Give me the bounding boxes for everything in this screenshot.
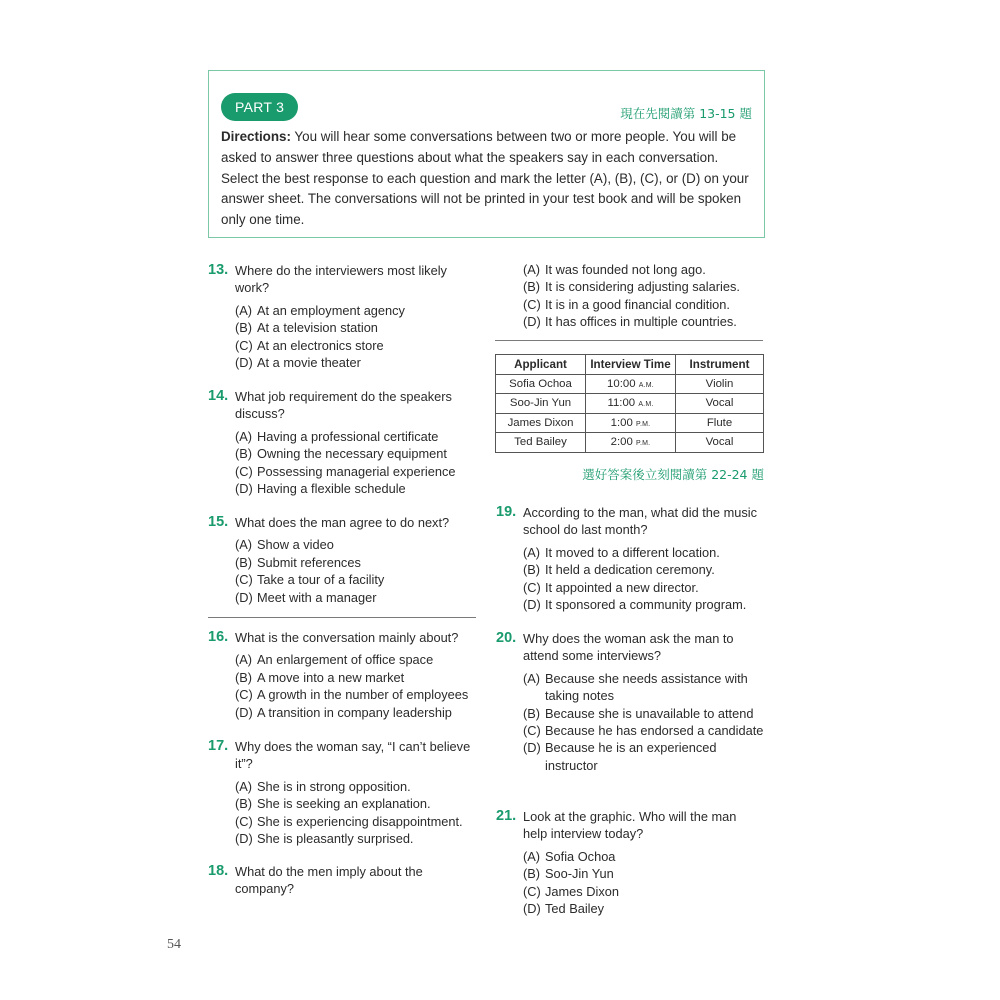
option-letter: (D) — [523, 314, 541, 330]
question-13 — [208, 262, 458, 371]
section-divider-left — [208, 617, 476, 618]
option-letter: (D) — [235, 589, 253, 605]
answer-option — [523, 579, 766, 596]
question-stem — [496, 504, 766, 539]
answer-option — [235, 795, 476, 812]
time-value: 1:00 — [610, 416, 633, 429]
instrument-cell: Violin — [676, 374, 764, 394]
answer-option — [523, 278, 766, 295]
question-stem — [208, 738, 476, 773]
option-letter: (B) — [523, 562, 541, 578]
answer-option — [523, 313, 766, 330]
option-text: She is seeking an explanation. — [257, 796, 431, 812]
answer-option — [523, 561, 766, 578]
applicant-cell: James Dixon — [496, 413, 586, 433]
answer-option — [523, 296, 766, 313]
question-stem — [208, 262, 458, 297]
option-letter: (A) — [235, 537, 253, 553]
answer-option — [235, 686, 483, 703]
option-letter: (C) — [235, 813, 253, 829]
option-letter: (C) — [235, 572, 253, 588]
option-letter: (D) — [523, 901, 541, 917]
option-letter: (A) — [523, 262, 541, 277]
question-number: 18. — [208, 863, 229, 879]
answer-option — [235, 319, 458, 336]
option-text: At an employment agency — [257, 302, 405, 318]
option-text: At a television station — [257, 320, 378, 336]
option-text: At an electronics store — [257, 337, 384, 353]
interview-time-cell — [586, 394, 676, 414]
time-period: P.M. — [636, 440, 651, 448]
table-row — [496, 433, 764, 453]
option-text: It has offices in multiple countries. — [545, 314, 737, 330]
directions-label: Directions: — [221, 129, 291, 144]
answer-option — [523, 261, 766, 278]
table-row — [496, 394, 764, 414]
option-letter: (A) — [523, 670, 541, 686]
option-text: Having a professional certificate — [257, 428, 439, 444]
option-text: A growth in the number of employees — [257, 687, 469, 703]
option-letter: (A) — [235, 428, 253, 444]
option-letter: (D) — [235, 481, 253, 497]
option-letter: (C) — [523, 883, 541, 899]
option-letter: (C) — [235, 337, 253, 353]
answer-option — [523, 705, 768, 722]
answer-option — [235, 354, 458, 371]
question-16 — [208, 629, 483, 721]
question-number: 13. — [208, 262, 229, 278]
option-list — [523, 544, 766, 614]
option-text: Soo-Jin Yun — [545, 866, 614, 882]
answer-option — [523, 722, 768, 739]
page-number: 54 — [167, 937, 181, 952]
question-stem — [496, 808, 751, 843]
time-period: A.M. — [638, 401, 654, 409]
question-stem — [208, 629, 483, 646]
table-row — [496, 413, 764, 433]
option-text: An enlargement of office space — [257, 652, 434, 668]
question-stem — [208, 514, 478, 531]
question-text: Why does the woman say, “I can’t believe it”? — [235, 739, 471, 772]
option-text: It is in a good financial condition. — [545, 296, 730, 312]
option-letter: (B) — [523, 705, 541, 721]
answer-option — [235, 651, 483, 668]
interview-schedule-table — [495, 354, 764, 453]
time-period: P.M. — [636, 420, 651, 428]
option-text: Because she needs assistance with taking notes — [545, 670, 748, 704]
option-letter: (A) — [523, 544, 541, 560]
instrument-cell: Vocal — [676, 394, 764, 414]
option-text: It moved to a different location. — [545, 544, 720, 560]
answer-option — [235, 337, 458, 354]
question-number: 14. — [208, 388, 229, 404]
question-number: 15. — [208, 514, 229, 530]
table-row — [496, 374, 764, 394]
question-15 — [208, 514, 478, 606]
answer-option — [235, 463, 478, 480]
option-list — [523, 848, 751, 918]
option-text: A move into a new market — [257, 669, 405, 685]
answer-option — [235, 480, 478, 497]
option-letter: (D) — [235, 704, 253, 720]
option-letter: (C) — [523, 579, 541, 595]
option-list — [235, 428, 478, 498]
option-letter: (B) — [235, 446, 253, 462]
question-text: According to the man, what did the music school do last month? — [523, 505, 758, 538]
option-text: James Dixon — [545, 883, 619, 899]
question-17 — [208, 738, 476, 847]
question-text: What is the conversation mainly about? — [235, 630, 459, 645]
time-value: 11:00 — [607, 397, 636, 410]
option-text: Take a tour of a facility — [257, 572, 385, 588]
time-period: A.M. — [638, 381, 654, 389]
option-list — [235, 651, 483, 721]
question-20 — [496, 630, 768, 774]
question-text: Why does the woman ask the man to attend some interviews? — [523, 631, 734, 664]
answer-option — [235, 571, 478, 588]
answer-option — [523, 865, 751, 882]
option-text: She is in strong opposition. — [257, 778, 411, 794]
answer-option — [235, 554, 478, 571]
table-header-row — [496, 355, 764, 375]
option-letter: (B) — [235, 554, 253, 570]
question-18 — [208, 863, 458, 898]
option-text: Sofia Ochoa — [545, 848, 616, 864]
question-number: 21. — [496, 808, 517, 824]
option-letter: (B) — [235, 669, 253, 685]
interview-time-cell — [586, 374, 676, 394]
option-letter: (C) — [235, 463, 253, 479]
question-text: What job requirement do the speakers discuss? — [235, 389, 452, 422]
part-label: PART 3 — [221, 93, 298, 121]
answer-option — [235, 445, 478, 462]
question-number: 19. — [496, 504, 517, 520]
directions-text — [221, 127, 754, 231]
option-list — [523, 670, 768, 774]
option-text: It appointed a new director. — [545, 579, 699, 595]
q18-option-list — [523, 261, 766, 331]
answer-option — [523, 544, 766, 561]
option-letter: (C) — [523, 723, 541, 739]
question-19 — [496, 504, 766, 613]
option-letter: (B) — [523, 866, 541, 882]
section-divider-right — [495, 340, 763, 341]
interview-time-cell — [586, 433, 676, 453]
question-number: 20. — [496, 630, 517, 646]
answer-option — [235, 589, 478, 606]
option-list — [235, 536, 478, 606]
answer-option — [523, 739, 768, 774]
directions-box — [208, 70, 765, 238]
question-text: Look at the graphic. Who will the man help interview today? — [523, 809, 737, 842]
directions-body: You will hear some conversations between two or more people. You will be asked to answer three questions about what the speakers say in each conversation. Select the best response to each question and mark the letter (A), (B), (C), or (D) on your answer sheet. The conversations will not be printed in your test book and will be spoken only one time. — [221, 129, 749, 228]
question-text: Where do the interviewers most likely work? — [235, 263, 447, 296]
option-text: Because he has endorsed a candidate — [545, 723, 764, 739]
answer-option — [235, 778, 476, 795]
option-letter: (D) — [523, 597, 541, 613]
answer-option — [235, 302, 458, 319]
header-instrument: Instrument — [676, 355, 764, 375]
question-stem — [496, 630, 768, 665]
answer-option — [523, 848, 751, 865]
option-text: A transition in company leadership — [257, 704, 452, 720]
option-text: Ted Bailey — [545, 901, 605, 917]
option-text: At a movie theater — [257, 355, 361, 371]
reading-instruction-note-2: 選好答案後立刻閱讀第 22-24 題 — [582, 467, 764, 482]
option-letter: (A) — [235, 778, 253, 794]
applicant-cell: Ted Bailey — [496, 433, 586, 453]
time-value: 10:00 — [607, 377, 636, 390]
question-21 — [496, 808, 751, 917]
option-letter: (A) — [523, 848, 541, 864]
question-number: 17. — [208, 738, 229, 754]
instrument-cell: Flute — [676, 413, 764, 433]
answer-option — [235, 830, 476, 847]
question-stem — [208, 388, 478, 423]
header-applicant: Applicant — [496, 355, 586, 375]
option-text: Because she is unavailable to attend — [545, 705, 754, 721]
option-letter: (B) — [523, 279, 541, 295]
option-letter: (B) — [235, 320, 253, 336]
question-text: What does the man agree to do next? — [235, 515, 450, 530]
question-18-options-continued — [496, 261, 766, 331]
option-text: Because he is an experienced instructor — [545, 740, 717, 773]
option-letter: (B) — [235, 796, 253, 812]
answer-option — [523, 670, 768, 705]
question-text: What do the men imply about the company? — [235, 864, 423, 897]
reading-instruction-note: 現在先閱讀第 13-15 題 — [620, 106, 752, 121]
instrument-cell: Vocal — [676, 433, 764, 453]
question-number: 16. — [208, 629, 229, 645]
option-text: Possessing managerial experience — [257, 463, 456, 479]
option-list — [235, 778, 476, 848]
option-text: Show a video — [257, 537, 334, 553]
option-text: It was founded not long ago. — [545, 262, 706, 277]
option-text: Having a flexible schedule — [257, 481, 406, 497]
option-text: Meet with a manager — [257, 589, 377, 605]
option-text: Owning the necessary equipment — [257, 446, 447, 462]
interview-time-cell — [586, 413, 676, 433]
applicant-cell: Soo-Jin Yun — [496, 394, 586, 414]
applicant-cell: Sofia Ochoa — [496, 374, 586, 394]
answer-option — [235, 704, 483, 721]
option-letter: (C) — [235, 687, 253, 703]
answer-option — [235, 813, 476, 830]
answer-option — [235, 428, 478, 445]
answer-option — [523, 596, 766, 613]
option-letter: (D) — [523, 740, 541, 756]
option-letter: (D) — [235, 355, 253, 371]
answer-option — [235, 669, 483, 686]
question-14 — [208, 388, 478, 497]
option-text: She is pleasantly surprised. — [257, 831, 414, 847]
option-letter: (A) — [235, 652, 253, 668]
option-letter: (A) — [235, 302, 253, 318]
option-text: Submit references — [257, 554, 361, 570]
answer-option — [523, 900, 751, 917]
option-letter: (C) — [523, 296, 541, 312]
option-letter: (D) — [235, 831, 253, 847]
option-text: She is experiencing disappointment. — [257, 813, 463, 829]
option-text: It is considering adjusting salaries. — [545, 279, 740, 295]
answer-option — [235, 536, 478, 553]
answer-option — [523, 883, 751, 900]
question-stem — [208, 863, 458, 898]
option-text: It held a dedication ceremony. — [545, 562, 715, 578]
time-value: 2:00 — [610, 436, 633, 449]
option-text: It sponsored a community program. — [545, 597, 747, 613]
header-interview-time: Interview Time — [586, 355, 676, 375]
option-list — [235, 302, 458, 372]
